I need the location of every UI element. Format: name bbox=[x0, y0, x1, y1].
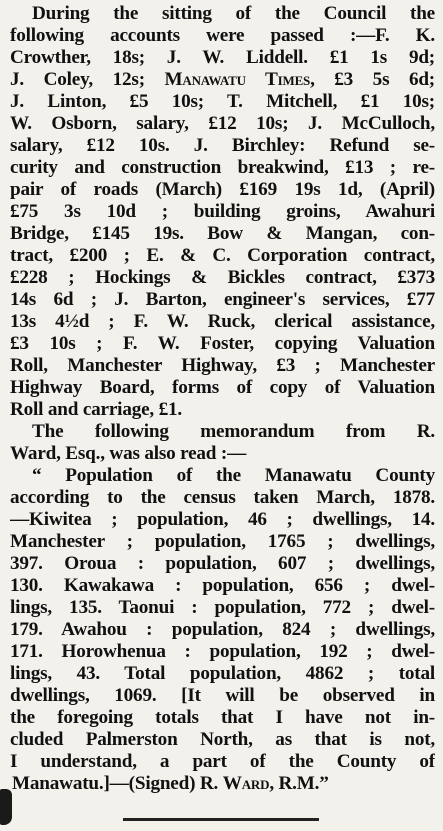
text-line: tract, £200 ; E. & C. Corporation contract, bbox=[10, 245, 435, 266]
text-line: —Kiwitea ; population, 46 ; dwellings, 14. bbox=[10, 509, 435, 530]
text-line: J. Linton, £5 10s; T. Mitchell, £1 10s; bbox=[10, 91, 435, 112]
text-line: 130. Kawakawa : population, 656 ; dwel- bbox=[10, 575, 435, 596]
text-line: Ward, Esq., was also read :— bbox=[10, 443, 247, 464]
text-line: according to the census taken March, 1878. bbox=[10, 487, 435, 508]
text-line: The following memorandum from R. bbox=[32, 421, 435, 442]
text-line: salary, £12 10s. J. Birchley: Refund se- bbox=[10, 135, 435, 156]
text-line: Crowther, 18s; J. W. Liddell. £1 1s 9d; bbox=[10, 47, 435, 68]
text-line: Roll, Manchester Highway, £3 ; Manchester bbox=[10, 355, 435, 376]
text-line: 14s 6d ; J. Barton, engineer's services, £77 bbox=[10, 289, 435, 310]
text-line: Manawatu.]—(Signed) R. Ward, R.M.” bbox=[12, 773, 329, 794]
text-line: the foregoing totals that I have not in- bbox=[10, 707, 435, 728]
text-line: 13s 4½d ; F. W. Ruck, clerical assistance, bbox=[10, 311, 435, 332]
text-line: Manchester ; population, 1765 ; dwellings, bbox=[10, 531, 435, 552]
text-line: J. Coley, 12s; Manawatu Times, £3 5s 6d; bbox=[10, 69, 435, 90]
text-line: lings, 43. Total population, 4862 ; total bbox=[10, 663, 435, 684]
text-line: dwellings, 1069. [It will be observed in bbox=[10, 685, 435, 706]
newspaper-name: Manawatu Times bbox=[164, 69, 311, 90]
text-line: £75 3s 10d ; building groins, Awahuri bbox=[10, 201, 435, 222]
accounts-paragraph bbox=[10, 3, 435, 421]
text-line: £228 ; Hockings & Bickles contract, £373 bbox=[10, 267, 435, 288]
memorandum-quote-paragraph bbox=[10, 465, 435, 795]
text-line: cluded Palmerston North, as that is not, bbox=[10, 729, 435, 750]
text-line: 397. Oroua : population, 607 ; dwellings, bbox=[10, 553, 435, 574]
text-line: £3 10s ; F. W. Foster, copying Valuation bbox=[10, 333, 435, 354]
text-line: pair of roads (March) £169 19s 1d, (April) bbox=[10, 179, 435, 200]
text-line: curity and construction breakwind, £13 ; re- bbox=[10, 157, 435, 178]
ink-blot bbox=[0, 789, 12, 825]
memorandum-intro-paragraph bbox=[10, 421, 435, 465]
text-line: During the sitting of the Council the bbox=[32, 3, 435, 24]
text-line: Roll and carriage, £1. bbox=[10, 399, 182, 420]
text-line: lings, 135. Taonui : population, 772 ; dwel- bbox=[10, 597, 435, 618]
text-line: W. Osborn, salary, £12 10s; J. McCulloch, bbox=[10, 113, 435, 134]
signatory-name: Ward bbox=[222, 773, 270, 794]
text-line: Highway Board, forms of copy of Valuation bbox=[10, 377, 435, 398]
text-line: following accounts were passed :—F. K. bbox=[10, 25, 435, 46]
column-end-rule bbox=[123, 818, 319, 821]
text-line: Bridge, £145 19s. Bow & Mangan, con- bbox=[10, 223, 435, 244]
text-line: I understand, a part of the County of bbox=[10, 751, 435, 772]
text-line: 179. Awahou : population, 824 ; dwellings, bbox=[10, 619, 435, 640]
text-line: 171. Horowhenua : population, 192 ; dwel- bbox=[10, 641, 435, 662]
text-line: “ Population of the Manawatu County bbox=[32, 465, 435, 486]
